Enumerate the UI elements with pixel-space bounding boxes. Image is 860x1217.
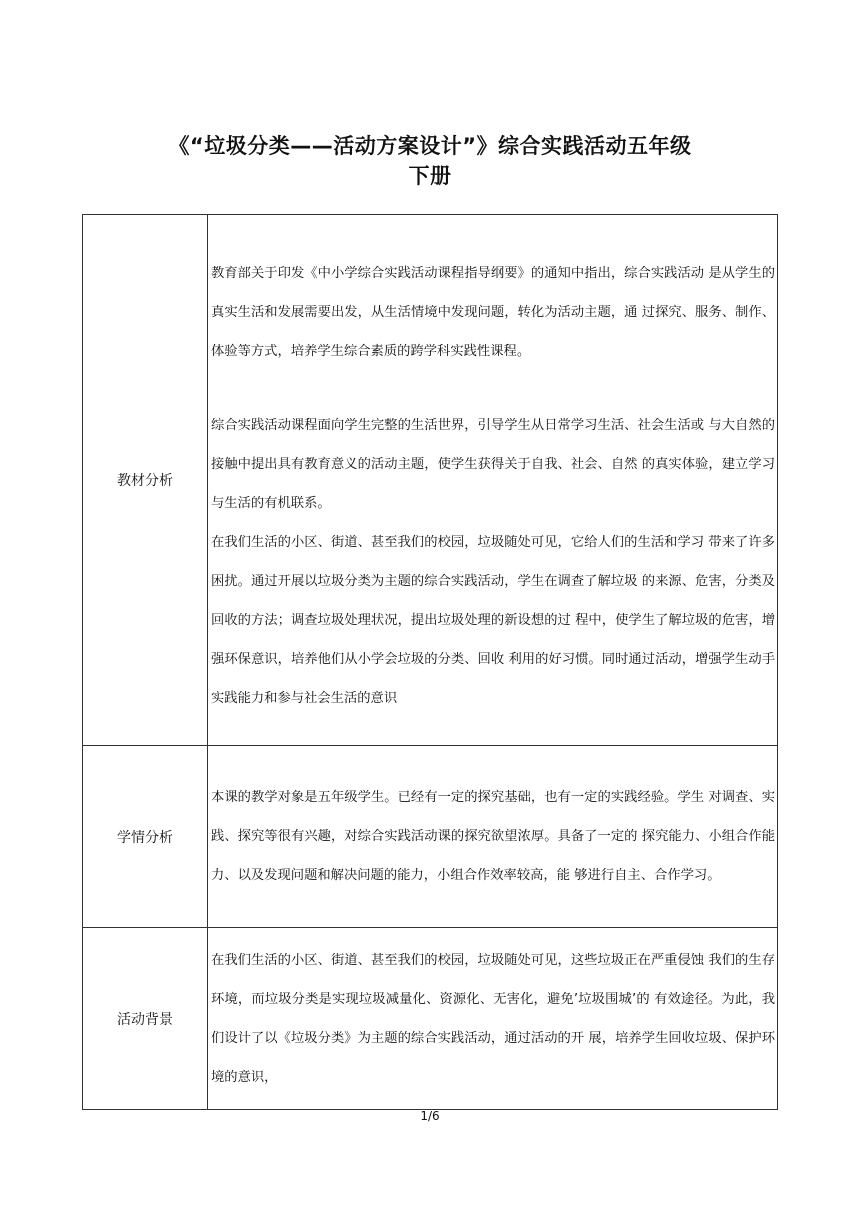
paragraph: 本课的教学对象是五年级学生。已经有一定的探究基础，也有一定的实践经验。学生 对调查、实践、探究等很有兴趣，对综合实践活动课的探究欲望浓厚。具备了一定的 探究能力、小组合作能力、以及发现问题和解决问题的能力，小组合作效率较高，能 够进行自主、合作学习。 [211,790,775,883]
row-label-activity-background: 活动背景 [83,928,208,1110]
table-row [83,928,778,1110]
paragraph: 综合实践活动课程面向学生完整的生活世界，引导学生从日常学习生活、社会生活或 与大自然的接触中提出具有教育意义的活动主题，使学生获得关于自我、社会、自然 的真实体验，建立学习与生活的有机联系。 [211,418,775,511]
paragraph: 在我们生活的小区、街道、甚至我们的校园，垃圾随处可见，它给人们的生活和学习 带来了许多困扰。通过开展以垃圾分类为主题的综合实践活动，学生在调查了解垃圾 的来源、危害，分类及回收的方法；调查垃圾处理状况，提出垃圾处理的新设想的过 程中，使学生了解垃圾的危害，增强环保意识，培养他们从小学会垃圾的分类、回收 利用的好习惯。同时通过活动，增强学生动手实践能力和参与社会生活的意识 [211,535,775,706]
table-row [83,746,778,928]
row-label-material-analysis: 教材分析 [83,215,208,746]
document-title-line2: 下册 [408,164,452,188]
row-content-activity-background [208,928,778,1110]
activity-plan-table [82,214,778,1110]
row-content-student-analysis [208,746,778,928]
paragraph: 教育部关于印发《中小学综合实践活动课程指导纲要》的通知中指出，综合实践活动 是从学生的真实生活和发展需要出发，从生活情境中发现问题，转化为活动主题，通 过探究、服务、制作、体验等方式，培养学生综合素质的跨学科实践性课程。 [211,266,775,359]
page-number: 1/6 [420,1109,440,1123]
document-title-line1: 《“垃圾分类——活动方案设计”》综合实践活动五年级 [168,134,692,158]
row-label-student-analysis: 学情分析 [83,746,208,928]
paragraph: 在我们生活的小区、街道、甚至我们的校园，垃圾随处可见，这些垃圾正在严重侵蚀 我们的生存环境，而垃圾分类是实现垃圾减量化、资源化、无害化，避免’垃圾围城’的 有效途径。为此，我们设计了以《垃圾分类》为主题的综合实践活动，通过活动的开 展，培养学生回收垃圾、保护环境的意识， [211,952,775,1085]
row-content-material-analysis [208,215,778,746]
table-row [83,215,778,746]
